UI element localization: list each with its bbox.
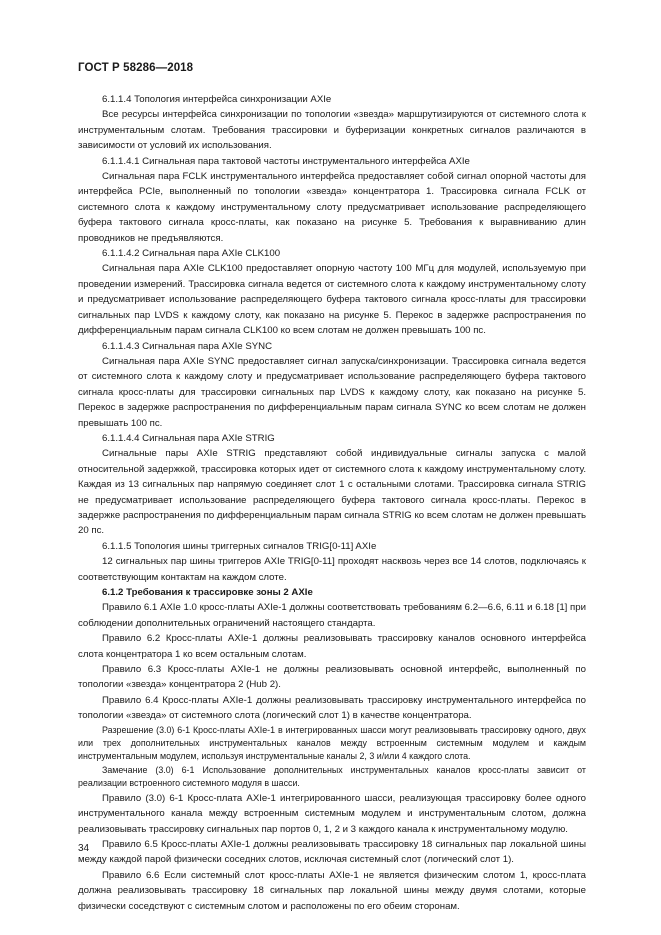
paragraph-clk100: Сигнальная пара AXIe CLK100 предоставляет опорную частоту 100 МГц для модулей, используемую при проведении измерений. Трассировка сигнала ведется от системного слота к каждому инструментальному слоту и предусматривает использование распределяющего буфера тактового сигнала кросс-платы для трассировки сигнальных пар LVDS к каждому слоту, как показано на рисунке 5. Перекос в задержке распространения по дифференциальным парам сигнала CLK100 ко всем слотам не должен превышать 100 пс. — [78, 263, 586, 337]
rule-6-6: Правило 6.6 Если системный слот кросс-платы AXIe-1 не является физическим слотом 1, кросс-плата должна реализовывать трассировку 18 сигнальных пар локальной шины между двумя слотами, которые физически соседствуют с системным слотом и расположены по его обеим сторонам. — [78, 869, 586, 912]
section-heading-6-1-1-5: 6.1.1.5 Топология шины триггерных сигналов TRIG[0-11] AXIe — [102, 540, 377, 552]
rule-6-1: Правило 6.1 AXIe 1.0 кросс-платы AXIe-1 должны соответствовать требованиям 6.2—6.6, 6.11 и 6.18 [1] при соблюдении дополнительных ограничений настоящего стандарта. — [78, 602, 586, 629]
rule-6-3: Правило 6.3 Кросс-платы AXIe-1 не должны реализовывать основной интерфейс, выполненный по топологии «звезда» концентратора 2 (Hub 2). — [78, 664, 586, 691]
rule-6-5: Правило 6.5 Кросс-платы AXIe-1 должны реализовывать трассировку 18 сигнальных пар локальной шины между каждой парой физически соседних слотов, исключая системный слот (логический слот 1). — [78, 838, 586, 866]
paragraph-fclk: Сигнальная пара FCLK инструментального интерфейса предоставляет собой сигнал опорной частоты для интерфейса PCIe, выполненный по топологии «звезда» концентратора 1. Трассировка сигнала FCLK от системного слота к каждому инструментальному слоту предусматривает использование распределяющего буфера тактового сигнала кросс-платы, как показано на рисунке 5. Требования к выравниванию длин проводников не предъявляются. — [78, 171, 586, 244]
document-body — [78, 92, 586, 914]
section-heading-6-1-2: 6.1.2 Требования к трассировке зоны 2 AXIe — [102, 587, 313, 598]
section-heading-6-1-1-4: 6.1.1.4 Топология интерфейса синхронизации AXIe — [102, 94, 332, 105]
page-header-standard-title: ГОСТ Р 58286—2018 — [78, 62, 194, 74]
paragraph-strig: Сигнальные пары AXIe STRIG представляют собой индивидуальные сигналы запуска с малой относительной задержкой, трассировка которых идет от системного слота к каждому инструментальному слоту. Каждая из 13 сигнальных пар напрямую соединяет слот 1 с остальными слотами. Трассировка сигнала STRIG не предусматривает использование распределяющего буфера тактового сигнала кросс-платы. Перекос в задержке распространения по дифференциальным парам сигнала STRIG ко всем слотам не должен превышать 20 пс. — [78, 448, 586, 537]
section-heading-6-1-1-4-3: 6.1.1.4.3 Сигнальная пара AXIe SYNC — [102, 340, 273, 352]
paragraph-sync: Сигнальная пара AXIe SYNC предоставляет сигнал запуска/синхронизации. Трассировка сигнала ведется от системного слота к каждому слоту и предусматривает использование распределяющего буфера тактового сигнала кросс-платы для трассировки сигнальных пар LVDS к каждому слоту, как показано на рисунке 5. Перекос в задержке распространения по дифференциальным парам сигнала SYNC ко всем слотам не должен превышать 100 пс. — [78, 355, 586, 429]
page-number: 34 — [78, 843, 90, 854]
section-heading-6-1-1-4-2: 6.1.1.4.2 Сигнальная пара AXIe CLK100 — [102, 248, 281, 260]
observation-3-0-6-1: Замечание (3.0) 6-1 Использование дополнительных инструментальных каналов кросс-платы зависит от реализации встроенного системного модуля в шасси. — [78, 764, 586, 789]
paragraph-trig-bus: 12 сигнальных пар шины триггеров AXIe TRIG[0-11] проходят насквозь через все 14 слотов, подключаясь к соответствующим контактам на каждом слоте. — [78, 556, 586, 583]
rule-6-4: Правило 6.4 Кросс-платы AXIe-1 должны реализовывать трассировку инструментального интерфейса по топологии «звезда» от системного слота (логический слот 1) в качестве концентратора. — [78, 694, 586, 722]
section-heading-6-1-1-4-4: 6.1.1.4.4 Сигнальная пара AXIe STRIG — [102, 432, 275, 444]
rule-6-2: Правило 6.2 Кросс-платы AXIe-1 должны реализовывать трассировку каналов основного интерфейса слота концентратора 1 ко всем остальным слотам. — [78, 633, 586, 660]
paragraph-sync-topology: Все ресурсы интерфейса синхронизации по топологии «звезда» маршрутизируются от системного слота к инструментальным слотам. Требования трассировки и буферизации конкретных сигналов различаются в зависимости от условий их использования. — [78, 109, 586, 152]
section-heading-6-1-1-4-1: 6.1.1.4.1 Сигнальная пара тактовой частоты инструментального интерфейса AXIe — [102, 155, 470, 167]
permission-3-0-6-1: Разрешение (3.0) 6-1 Кросс-платы AXIe-1 в интегрированных шасси могут реализовывать трассировку одного, двух или трех дополнительных инструментальных каналов между встроенным системным модулем и каждым инструментальным модулем, используя инструментальные каналы 2, 3 и/или 4 каждого слота. — [78, 724, 586, 762]
rule-3-0-6-1: Правило (3.0) 6-1 Кросс-плата AXIe-1 интегрированного шасси, реализующая трассировку более одного инструментального канала между встроенным системным модулем и инструментальным слотом, должна реализовывать трассировку сигнальных пар портов 0, 1, 2 и 3 каждого канала к инструментальному модулю. — [78, 792, 586, 835]
